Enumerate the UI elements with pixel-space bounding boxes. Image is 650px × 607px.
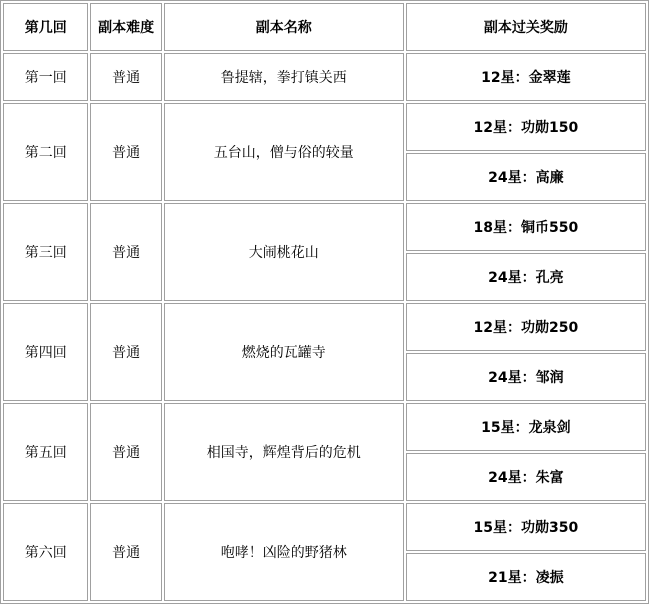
header-row	[3, 3, 646, 51]
difficulty-cell: 普通	[90, 103, 161, 201]
header-difficulty: 副本难度	[90, 3, 161, 51]
reward-cell: 24星：高廉	[406, 153, 646, 201]
reward-cell: 15星：功勋350	[406, 503, 646, 551]
table-row	[3, 53, 646, 101]
table-row	[3, 303, 646, 351]
dungeon-name-cell: 咆哮！凶险的野猪林	[164, 503, 404, 601]
reward-cell: 21星：凌振	[406, 553, 646, 601]
reward-cell: 24星：孔亮	[406, 253, 646, 301]
difficulty-cell: 普通	[90, 203, 161, 301]
chapter-cell: 第六回	[3, 503, 88, 601]
table-row	[3, 403, 646, 451]
difficulty-cell: 普通	[90, 403, 161, 501]
chapter-cell: 第一回	[3, 53, 88, 101]
difficulty-cell: 普通	[90, 53, 161, 101]
reward-cell: 15星：龙泉剑	[406, 403, 646, 451]
dungeon-name-cell: 相国寺，辉煌背后的危机	[164, 403, 404, 501]
chapter-cell: 第三回	[3, 203, 88, 301]
reward-cell: 24星：邹润	[406, 353, 646, 401]
dungeon-name-cell: 大闹桃花山	[164, 203, 404, 301]
reward-cell: 12星：功勋250	[406, 303, 646, 351]
dungeon-name-cell: 燃烧的瓦罐寺	[164, 303, 404, 401]
chapter-cell: 第五回	[3, 403, 88, 501]
difficulty-cell: 普通	[90, 503, 161, 601]
reward-cell: 24星：朱富	[406, 453, 646, 501]
table-row	[3, 103, 646, 151]
dungeon-name-cell: 鲁提辖，拳打镇关西	[164, 53, 404, 101]
reward-cell: 12星：金翠莲	[406, 53, 646, 101]
header-reward: 副本过关奖励	[406, 3, 646, 51]
reward-cell: 12星：功勋150	[406, 103, 646, 151]
reward-cell: 18星：铜币550	[406, 203, 646, 251]
difficulty-cell: 普通	[90, 303, 161, 401]
chapter-cell: 第四回	[3, 303, 88, 401]
header-dungeon-name: 副本名称	[164, 3, 404, 51]
table-row	[3, 203, 646, 251]
header-chapter: 第几回	[3, 3, 88, 51]
table-row	[3, 503, 646, 551]
chapter-cell: 第二回	[3, 103, 88, 201]
dungeon-name-cell: 五台山，僧与俗的较量	[164, 103, 404, 201]
